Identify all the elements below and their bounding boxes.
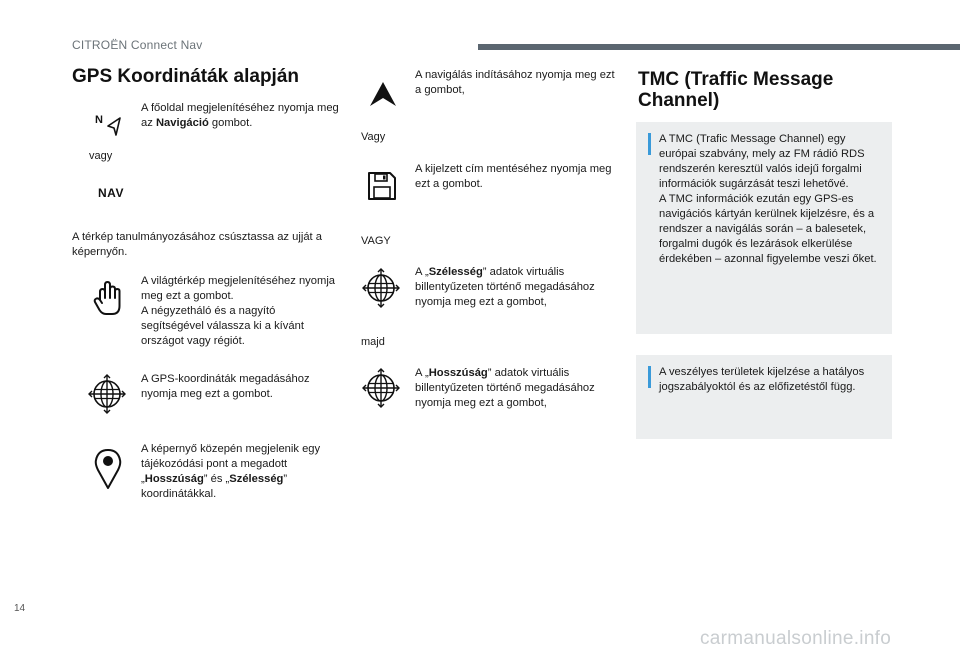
globe-crosshair-icon: [88, 374, 126, 414]
hand-swipe-icon: [92, 280, 126, 318]
tmc-heading-line-2: Channel): [638, 90, 720, 111]
globe-crosshair-icon: [362, 268, 400, 308]
watermark: carmanualsonline.info: [700, 628, 892, 649]
left-or-label: vagy: [89, 150, 113, 162]
info-text-hazard: A veszélyes területek kijelzése a hatályos jogszabályoktól és az előfizetéstől függ.: [659, 366, 865, 393]
nav-button-label: NAV: [98, 186, 124, 200]
middle-or-label-1: Vagy: [361, 131, 386, 143]
info-box-hazard: [636, 355, 892, 439]
svg-text:N: N: [95, 114, 103, 126]
info-text-tmc: A TMC (Trafic Message Channel) egy európai szabvány, mely az FM rádió RDS rendszerén keresztül valós idejű forgalmi információk sugárzását teszi lehetővé. A TMC információk ezután egy GPS-es navigációs kártyán kerülnek kijelzésre, és a rendszer a navigálás során – a balesetek, forgalmi dugók és lezárások elkerülése érdekében – azonnal figyelembe veszi őket.: [659, 133, 877, 265]
left-step-3: A GPS-koordináták megadásához nyomja meg ezt a gombot.: [141, 373, 310, 400]
compass-north-icon: [94, 112, 124, 140]
info-box-tmc: [636, 122, 892, 334]
tmc-heading-line-1: TMC (Traffic Message: [638, 69, 834, 90]
globe-crosshair-icon: [362, 368, 400, 408]
section-heading-tmc: [638, 69, 833, 111]
middle-step-2: A kijelzett cím mentéséhez nyomja meg ezt a gombot.: [415, 163, 612, 190]
section-heading-gps: GPS Koordináták alapján: [72, 66, 299, 87]
header-title: CITROËN Connect Nav: [72, 38, 203, 52]
navigation-arrow-icon: [368, 80, 398, 108]
location-pin-icon: [94, 448, 122, 490]
left-step-2: A világtérkép megjelenítéséhez nyomja meg ezt a gombot. A négyzetháló és a nagyító segítségével válassza ki a kívánt országot vagy régiót.: [141, 275, 336, 347]
left-step-4: A képernyő közepén megjelenik egy tájékozódási pont a megadott „Hosszúság” és „Szélesség” koordinátákkal.: [141, 443, 321, 500]
middle-step-4: A „Hosszúság” adatok virtuális billentyűzeten történő megadásához nyomja meg ezt a gombot,: [415, 367, 595, 409]
middle-then-label: majd: [361, 336, 385, 348]
middle-step-1: A navigálás indításához nyomja meg ezt a gombot,: [415, 69, 615, 96]
middle-or-label-2: VAGY: [361, 235, 391, 247]
left-step-1: A főoldal megjelenítéséhez nyomja meg az Navigáció gombot.: [141, 102, 339, 129]
save-floppy-icon: [366, 170, 398, 202]
info-accent-bar: [648, 133, 651, 155]
page-number: 14: [14, 603, 26, 614]
left-slide-text: A térkép tanulmányozásához csúsztassa az ujját a képernyőn.: [72, 231, 322, 258]
header-bar: [478, 44, 960, 50]
middle-step-3: A „Szélesség” adatok virtuális billentyűzeten történő megadásához nyomja meg ezt a gombot,: [415, 266, 595, 308]
info-accent-bar: [648, 366, 651, 388]
